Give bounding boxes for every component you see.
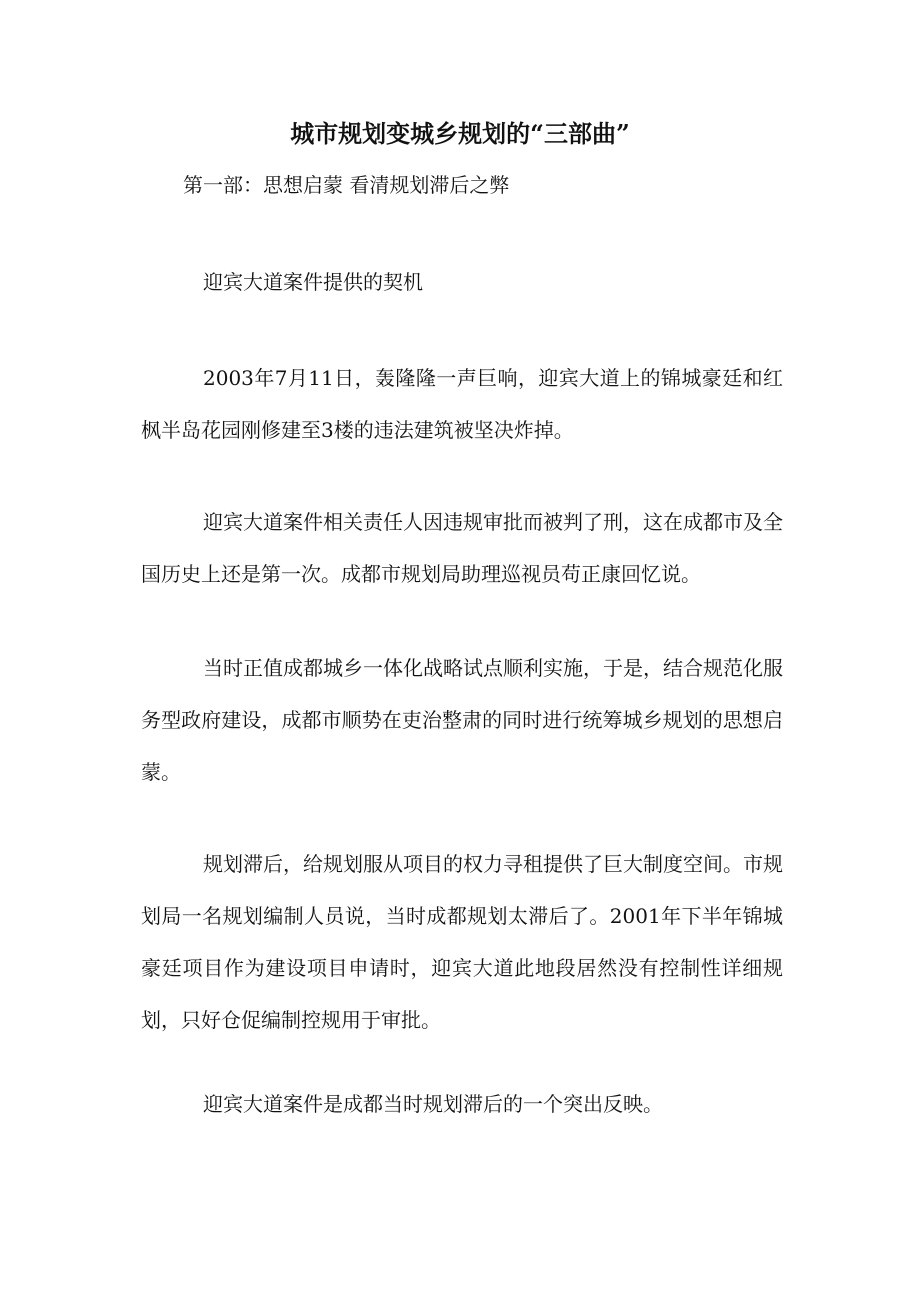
section-heading: 第一部：思想启蒙 看清规划滞后之弊 bbox=[183, 173, 510, 197]
paragraph: 迎宾大道案件提供的契机 bbox=[203, 270, 423, 294]
document-title: 城市规划变城乡规划的“三部曲” bbox=[290, 119, 630, 148]
paragraph: 迎宾大道案件相关责任人因违规审批而被判了刑，这在成都市及全国历史上还是第一次。成都市规划局助理巡视员苟正康回忆说。 bbox=[141, 510, 783, 586]
paragraph: 2003年7月11日，轰隆隆一声巨响，迎宾大道上的锦城豪廷和红枫半岛花园刚修建至3楼的违法建筑被坚决炸掉。 bbox=[141, 366, 783, 442]
paragraph: 规划滞后，给规划服从项目的权力寻租提供了巨大制度空间。市规划局一名规划编制人员说，当时成都规划太滞后了。2001年下半年锦城豪廷项目作为建设项目申请时，迎宾大道此地段居然没有控制性详细规划，只好仓促编制控规用于审批。 bbox=[141, 852, 783, 1032]
paragraph: 迎宾大道案件是成都当时规划滞后的一个突出反映。 bbox=[203, 1092, 663, 1116]
paragraph: 当时正值成都城乡一体化战略试点顺利实施，于是，结合规范化服务型政府建设，成都市顺势在吏治整肃的同时进行统筹城乡规划的思想启蒙。 bbox=[141, 656, 783, 784]
